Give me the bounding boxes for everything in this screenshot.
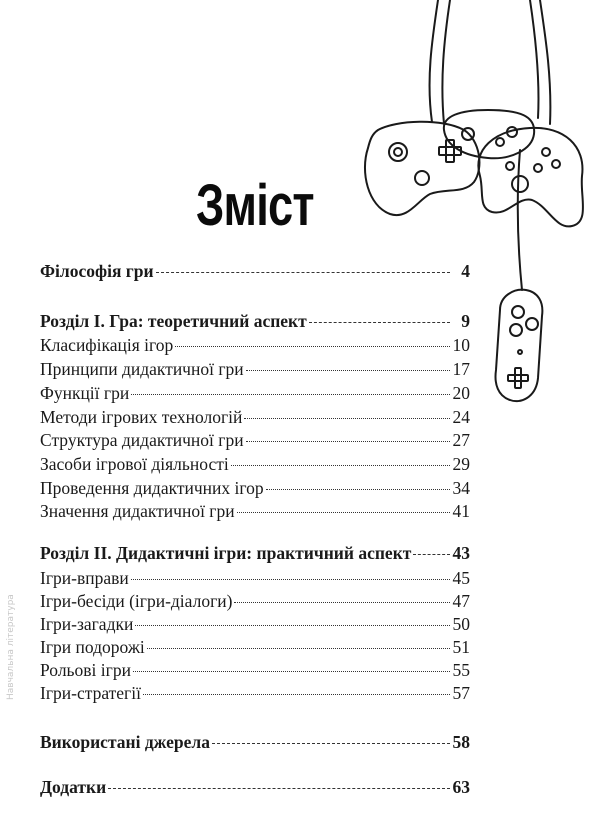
- toc-dot-leader: [108, 788, 450, 789]
- toc-entry-label: Методи ігрових технологій: [40, 407, 243, 427]
- toc-entry-page: 43: [452, 543, 470, 563]
- toc-entry-label: Ігри подорожі: [40, 637, 145, 657]
- toc-entry-sources[interactable]: [40, 730, 470, 754]
- toc-entry-methods[interactable]: [40, 405, 470, 429]
- toc-entry-page: 58: [452, 732, 470, 752]
- toc-entry-label: Розділ ІІ. Дидактичні ігри: практичний аспект: [40, 543, 412, 563]
- toc-entry-page: 9: [461, 311, 470, 331]
- toc-entry-page: 27: [452, 430, 470, 450]
- toc-entry-page: 51: [452, 637, 470, 657]
- toc-entry-label: Функції гри: [40, 383, 130, 403]
- toc-entry-journeys[interactable]: [40, 635, 470, 659]
- toc-entry-philosophy[interactable]: [40, 259, 470, 283]
- toc-dot-leader: [413, 554, 450, 555]
- toc-entry-label: Філософія гри: [40, 261, 154, 281]
- toc-entry-section-2[interactable]: [40, 541, 470, 565]
- toc-entry-page: 50: [452, 614, 470, 634]
- toc-dot-leader: [237, 512, 450, 513]
- toc-entry-page: 29: [452, 454, 470, 474]
- toc-dot-leader: [244, 418, 450, 419]
- toc-entry-exercises[interactable]: [40, 566, 470, 590]
- toc-dot-leader: [131, 394, 450, 395]
- toc-entry-appendices[interactable]: [40, 775, 470, 799]
- toc-entry-page: 45: [452, 568, 470, 588]
- toc-dot-leader: [135, 625, 450, 626]
- toc-entry-label: Рольові ігри: [40, 660, 131, 680]
- toc-dot-leader: [246, 441, 450, 442]
- toc-entry-page: 41: [452, 501, 470, 521]
- toc-entry-significance[interactable]: [40, 499, 470, 523]
- toc-entry-dialogues[interactable]: [40, 589, 470, 613]
- toc-entry-principles[interactable]: [40, 357, 470, 381]
- toc-entry-page: 47: [452, 591, 470, 611]
- toc-entry-label: Принципи дидактичної гри: [40, 359, 244, 379]
- toc-entry-page: 4: [461, 261, 470, 281]
- toc-dot-leader: [246, 370, 450, 371]
- toc-dot-leader: [133, 671, 450, 672]
- toc-entry-label: Ігри-вправи: [40, 568, 129, 588]
- toc-entry-label: Використані джерела: [40, 732, 210, 752]
- toc-entry-label: Значення дидактичної гри: [40, 501, 235, 521]
- watermark: Навчальна література: [6, 594, 16, 700]
- toc-entry-label: Розділ І. Гра: теоретичний аспект: [40, 311, 307, 331]
- toc-entry-label: Структура дидактичної гри: [40, 430, 244, 450]
- toc-entry-page: 34: [452, 478, 470, 498]
- toc-entry-label: Ігри-стратегії: [40, 683, 141, 703]
- toc-entry-label: Ігри-бесіди (ігри-діалоги): [40, 591, 233, 611]
- toc-entry-means[interactable]: [40, 452, 470, 476]
- toc-dot-leader: [309, 322, 450, 323]
- page-title: Зміст: [196, 173, 314, 238]
- toc-entry-page: 55: [452, 660, 470, 680]
- toc-entry-page: 57: [452, 683, 470, 703]
- toc-dot-leader: [143, 694, 450, 695]
- toc-entry-strategies[interactable]: [40, 681, 470, 705]
- toc-entry-page: 63: [452, 777, 470, 797]
- toc-entry-functions[interactable]: [40, 381, 470, 405]
- toc-entry-structure[interactable]: [40, 428, 470, 452]
- toc-entry-page: 20: [452, 383, 470, 403]
- toc-entry-conducting[interactable]: [40, 476, 470, 500]
- toc-dot-leader: [231, 465, 450, 466]
- toc-entry-label: Проведення дидактичних ігор: [40, 478, 264, 498]
- toc-dot-leader: [175, 346, 450, 347]
- toc-entry-riddles[interactable]: [40, 612, 470, 636]
- toc-entry-label: Ігри-загадки: [40, 614, 134, 634]
- toc-dot-leader: [266, 489, 450, 490]
- toc-dot-leader: [212, 743, 450, 744]
- toc-dot-leader: [234, 602, 450, 603]
- toc-entry-label: Додатки: [40, 777, 107, 797]
- toc-entry-classification[interactable]: [40, 333, 470, 357]
- toc-entry-page: 24: [452, 407, 470, 427]
- toc-entry-page: 17: [452, 359, 470, 379]
- toc-entry-page: 10: [452, 335, 470, 355]
- toc-entry-section-1[interactable]: [40, 309, 470, 333]
- toc-entry-label: Засоби ігрової діяльності: [40, 454, 229, 474]
- toc-dot-leader: [147, 648, 450, 649]
- toc-dot-leader: [131, 579, 450, 580]
- toc-entry-role-games[interactable]: [40, 658, 470, 682]
- toc-dot-leader: [156, 272, 450, 273]
- toc-entry-label: Класифікація ігор: [40, 335, 174, 355]
